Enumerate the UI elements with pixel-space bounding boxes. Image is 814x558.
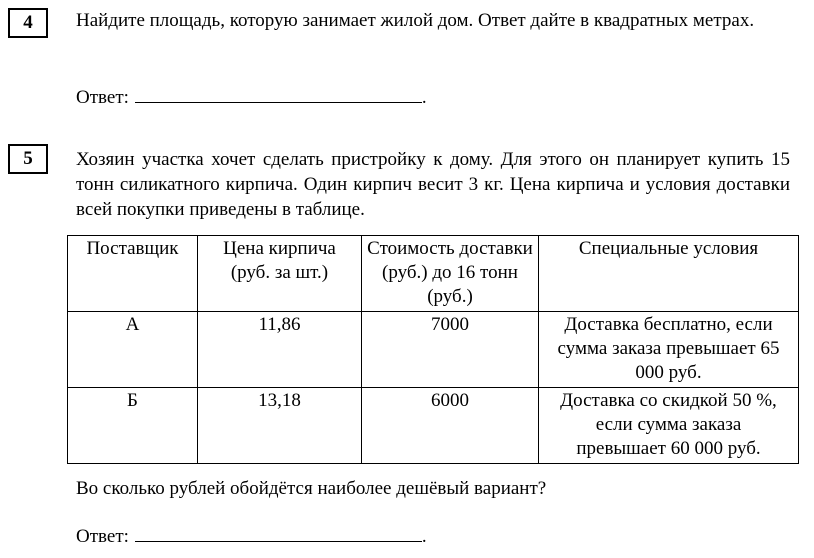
cell-delivery-cost: 7000 [362,312,539,388]
task-4-answer [76,85,427,110]
table-row [68,312,799,388]
header-supplier: Поставщик [68,236,198,312]
task-4-text: Найдите площадь, которую занимает жилой дом. Ответ дайте в квадратных метрах. [76,10,755,31]
header-special-conditions: Специальные условия [539,236,799,312]
task-4-number: 4 [8,8,48,38]
task-5-number: 5 [8,144,48,174]
answer-label: Ответ: [76,526,129,547]
cell-brick-price: 11,86 [198,312,362,388]
answer-period: . [421,87,427,108]
task-5-answer [76,524,427,549]
cell-special-conditions: Доставка со скидкой 50 %, если сумма заказа превышает 60 000 руб. [539,388,799,464]
header-brick-price: Цена кирпича (руб. за шт.) [198,236,362,312]
table-row [68,388,799,464]
cell-delivery-cost: 6000 [362,388,539,464]
header-delivery-cost: Стоимость доставки (руб.) до 16 тонн (руб.) [362,236,539,312]
task-5-question: Во сколько рублей обойдётся наиболее дешёвый вариант? [76,478,547,499]
answer-period: . [421,526,427,547]
task-5-text: Хозяин участка хочет сделать пристройку к дому. Для этого он планирует купить 15 тонн силикатного кирпича. Один кирпич весит 3 кг. Цена кирпича и условия доставки всей покупки приведены в таблице. [76,149,790,220]
cell-supplier: Б [68,388,198,464]
answer-label: Ответ: [76,87,129,108]
cell-supplier: А [68,312,198,388]
answer-input-line[interactable] [135,86,422,103]
cell-brick-price: 13,18 [198,388,362,464]
answer-input-line[interactable] [135,525,422,542]
table-header-row [68,236,799,312]
cell-special-conditions: Доставка бесплатно, если сумма заказа превышает 65 000 руб. [539,312,799,388]
supplier-table [67,235,799,464]
